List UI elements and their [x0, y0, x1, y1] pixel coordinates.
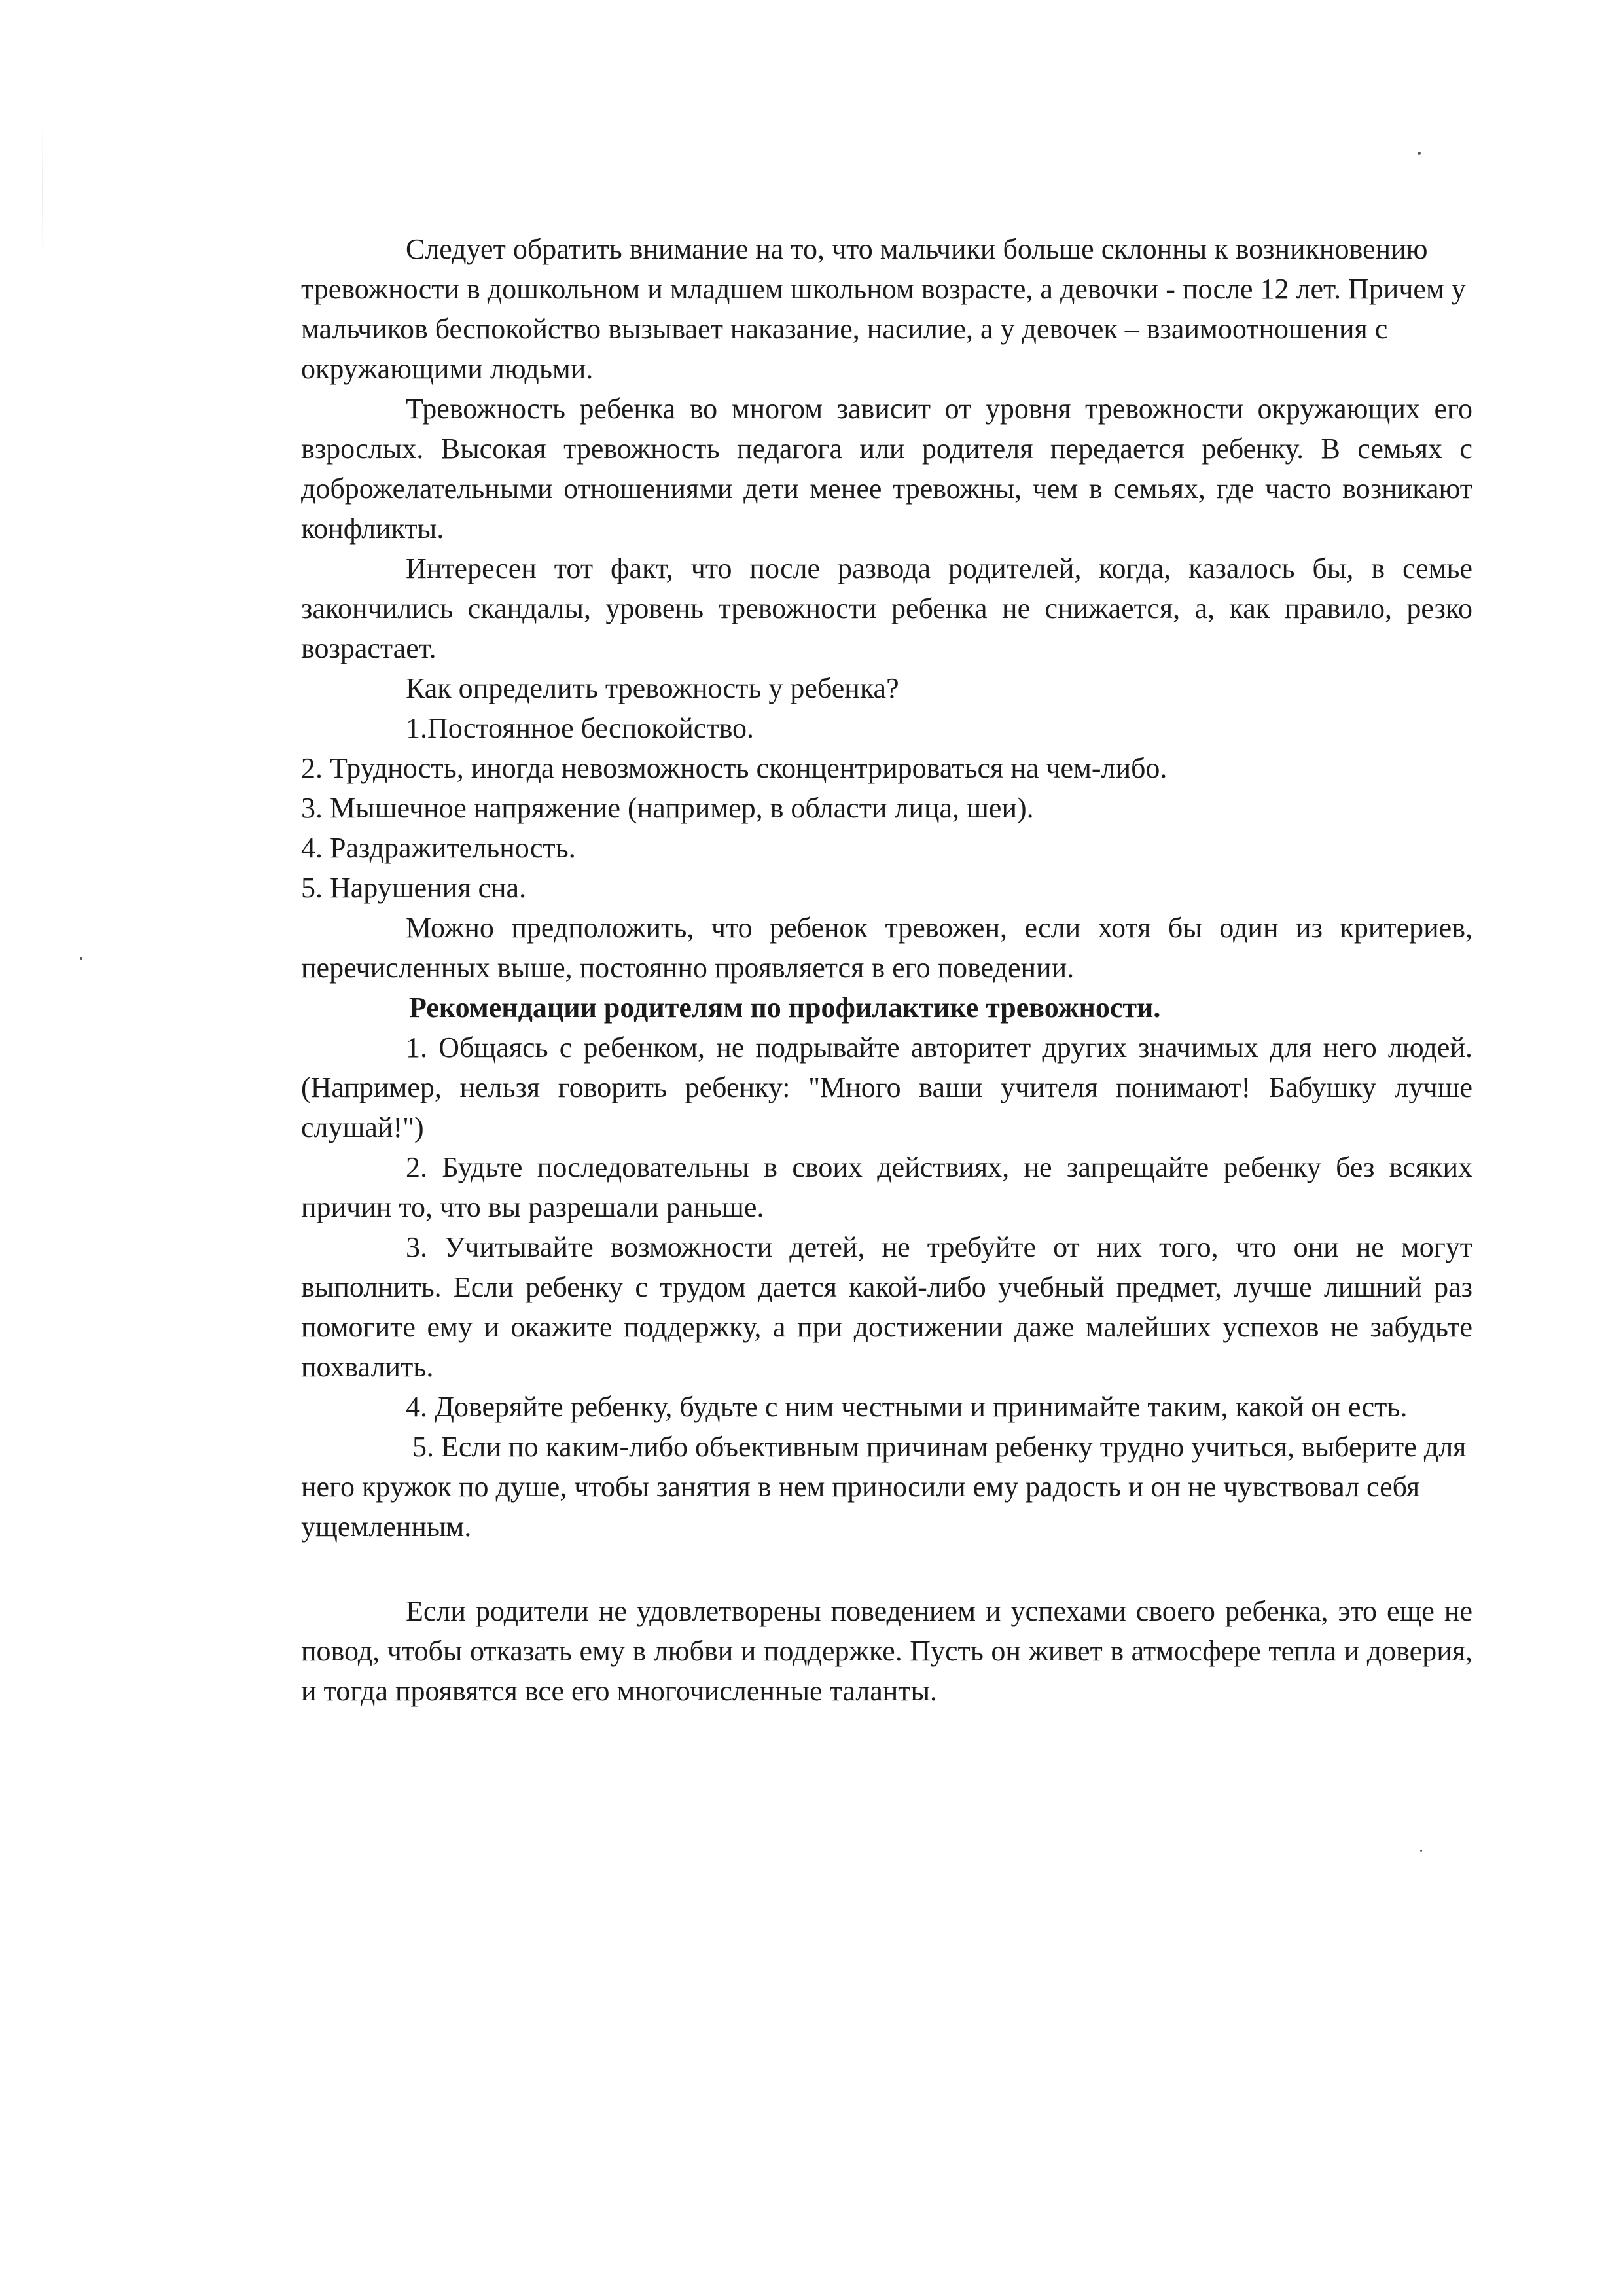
paragraph-spacer	[301, 1547, 1472, 1591]
paragraph-divorce: Интересен тот факт, что после развода родителей, когда, казалось бы, в семье закончились скандалы, уровень тревожности ребенка не снижается, а, как правило, резко возрастает.	[301, 552, 1472, 664]
scan-speck	[1418, 152, 1421, 155]
criteria-item-2: 2. Трудность, иногда невозможность сконцентрироваться на чем-либо.	[301, 752, 1168, 784]
recommendation-item-4: 4. Доверяйте ребенку, будьте с ним честными и принимайте таким, какой он есть.	[406, 1391, 1408, 1423]
criteria-item-4: 4. Раздражительность.	[301, 832, 576, 864]
scan-speck	[80, 957, 82, 960]
criteria-conclusion: Можно предположить, что ребенок тревожен, если хотя бы один из критериев, перечисленных выше, постоянно проявляется в его поведении.	[301, 912, 1472, 984]
paragraph-gender-differences: Следует обратить внимание на то, что мальчики больше склонны к возникновению тревожности в дошкольном и младшем школьном возрасте, а девочки - после 12 лет. Причем у мальчиков беспокойство вызывает наказание, насилие, а у девочек – взаимоотношения с окружающими людьми.	[301, 233, 1466, 385]
recommendation-item-1: 1. Общаясь с ребенком, не подрывайте авторитет других значимых для него людей. (Например, нельзя говорить ребенку: "Много ваши учителя понимают! Бабушку лучше слушай!")	[301, 1031, 1472, 1143]
recommendation-item-5: 5. Если по каким-либо объективным причинам ребенку трудно учиться, выберите для него кружок по душе, чтобы занятия в нем приносили ему радость и он не чувствовал себя ущемленным.	[301, 1431, 1467, 1543]
recommendations-heading: Рекомендации родителям по профилактике тревожности.	[409, 992, 1161, 1024]
criteria-item-1: 1.Постоянное беспокойство.	[406, 712, 755, 744]
recommendation-item-2: 2. Будьте последовательны в своих действиях, не запрещайте ребенку без всяких причин то, что вы разрешали раньше.	[301, 1151, 1472, 1223]
closing-paragraph: Если родители не удовлетворены поведением и успехами своего ребенка, это еще не повод, чтобы отказать ему в любви и поддержке. Пусть он живет в атмосфере тепла и доверия, и тогда проявятся все его многочисленные таланты.	[301, 1595, 1472, 1707]
document-body	[301, 229, 1472, 1711]
paragraph-adult-anxiety: Тревожность ребенка во многом зависит от уровня тревожности окружающих его взрослых. Высокая тревожность педагога или родителя передается ребенку. В семьях с доброжелательными отношениями дети менее тревожны, чем в семьях, где часто возникают конфликты.	[301, 393, 1472, 545]
recommendation-item-3: 3. Учитывайте возможности детей, не требуйте от них того, что они не могут выполнить. Если ребенку с трудом дается какой-либо учебный предмет, лучше лишний раз помогите ему и окажите поддержку, а при достижении даже малейших успехов не забудьте похвалить.	[301, 1231, 1472, 1383]
scan-speck	[1420, 1850, 1422, 1852]
criteria-item-5: 5. Нарушения сна.	[301, 872, 527, 904]
criteria-question: Как определить тревожность у ребенка?	[406, 672, 899, 704]
scan-edge-shadow	[42, 118, 43, 262]
criteria-item-3: 3. Мышечное напряжение (например, в области лица, шеи).	[301, 792, 1034, 824]
